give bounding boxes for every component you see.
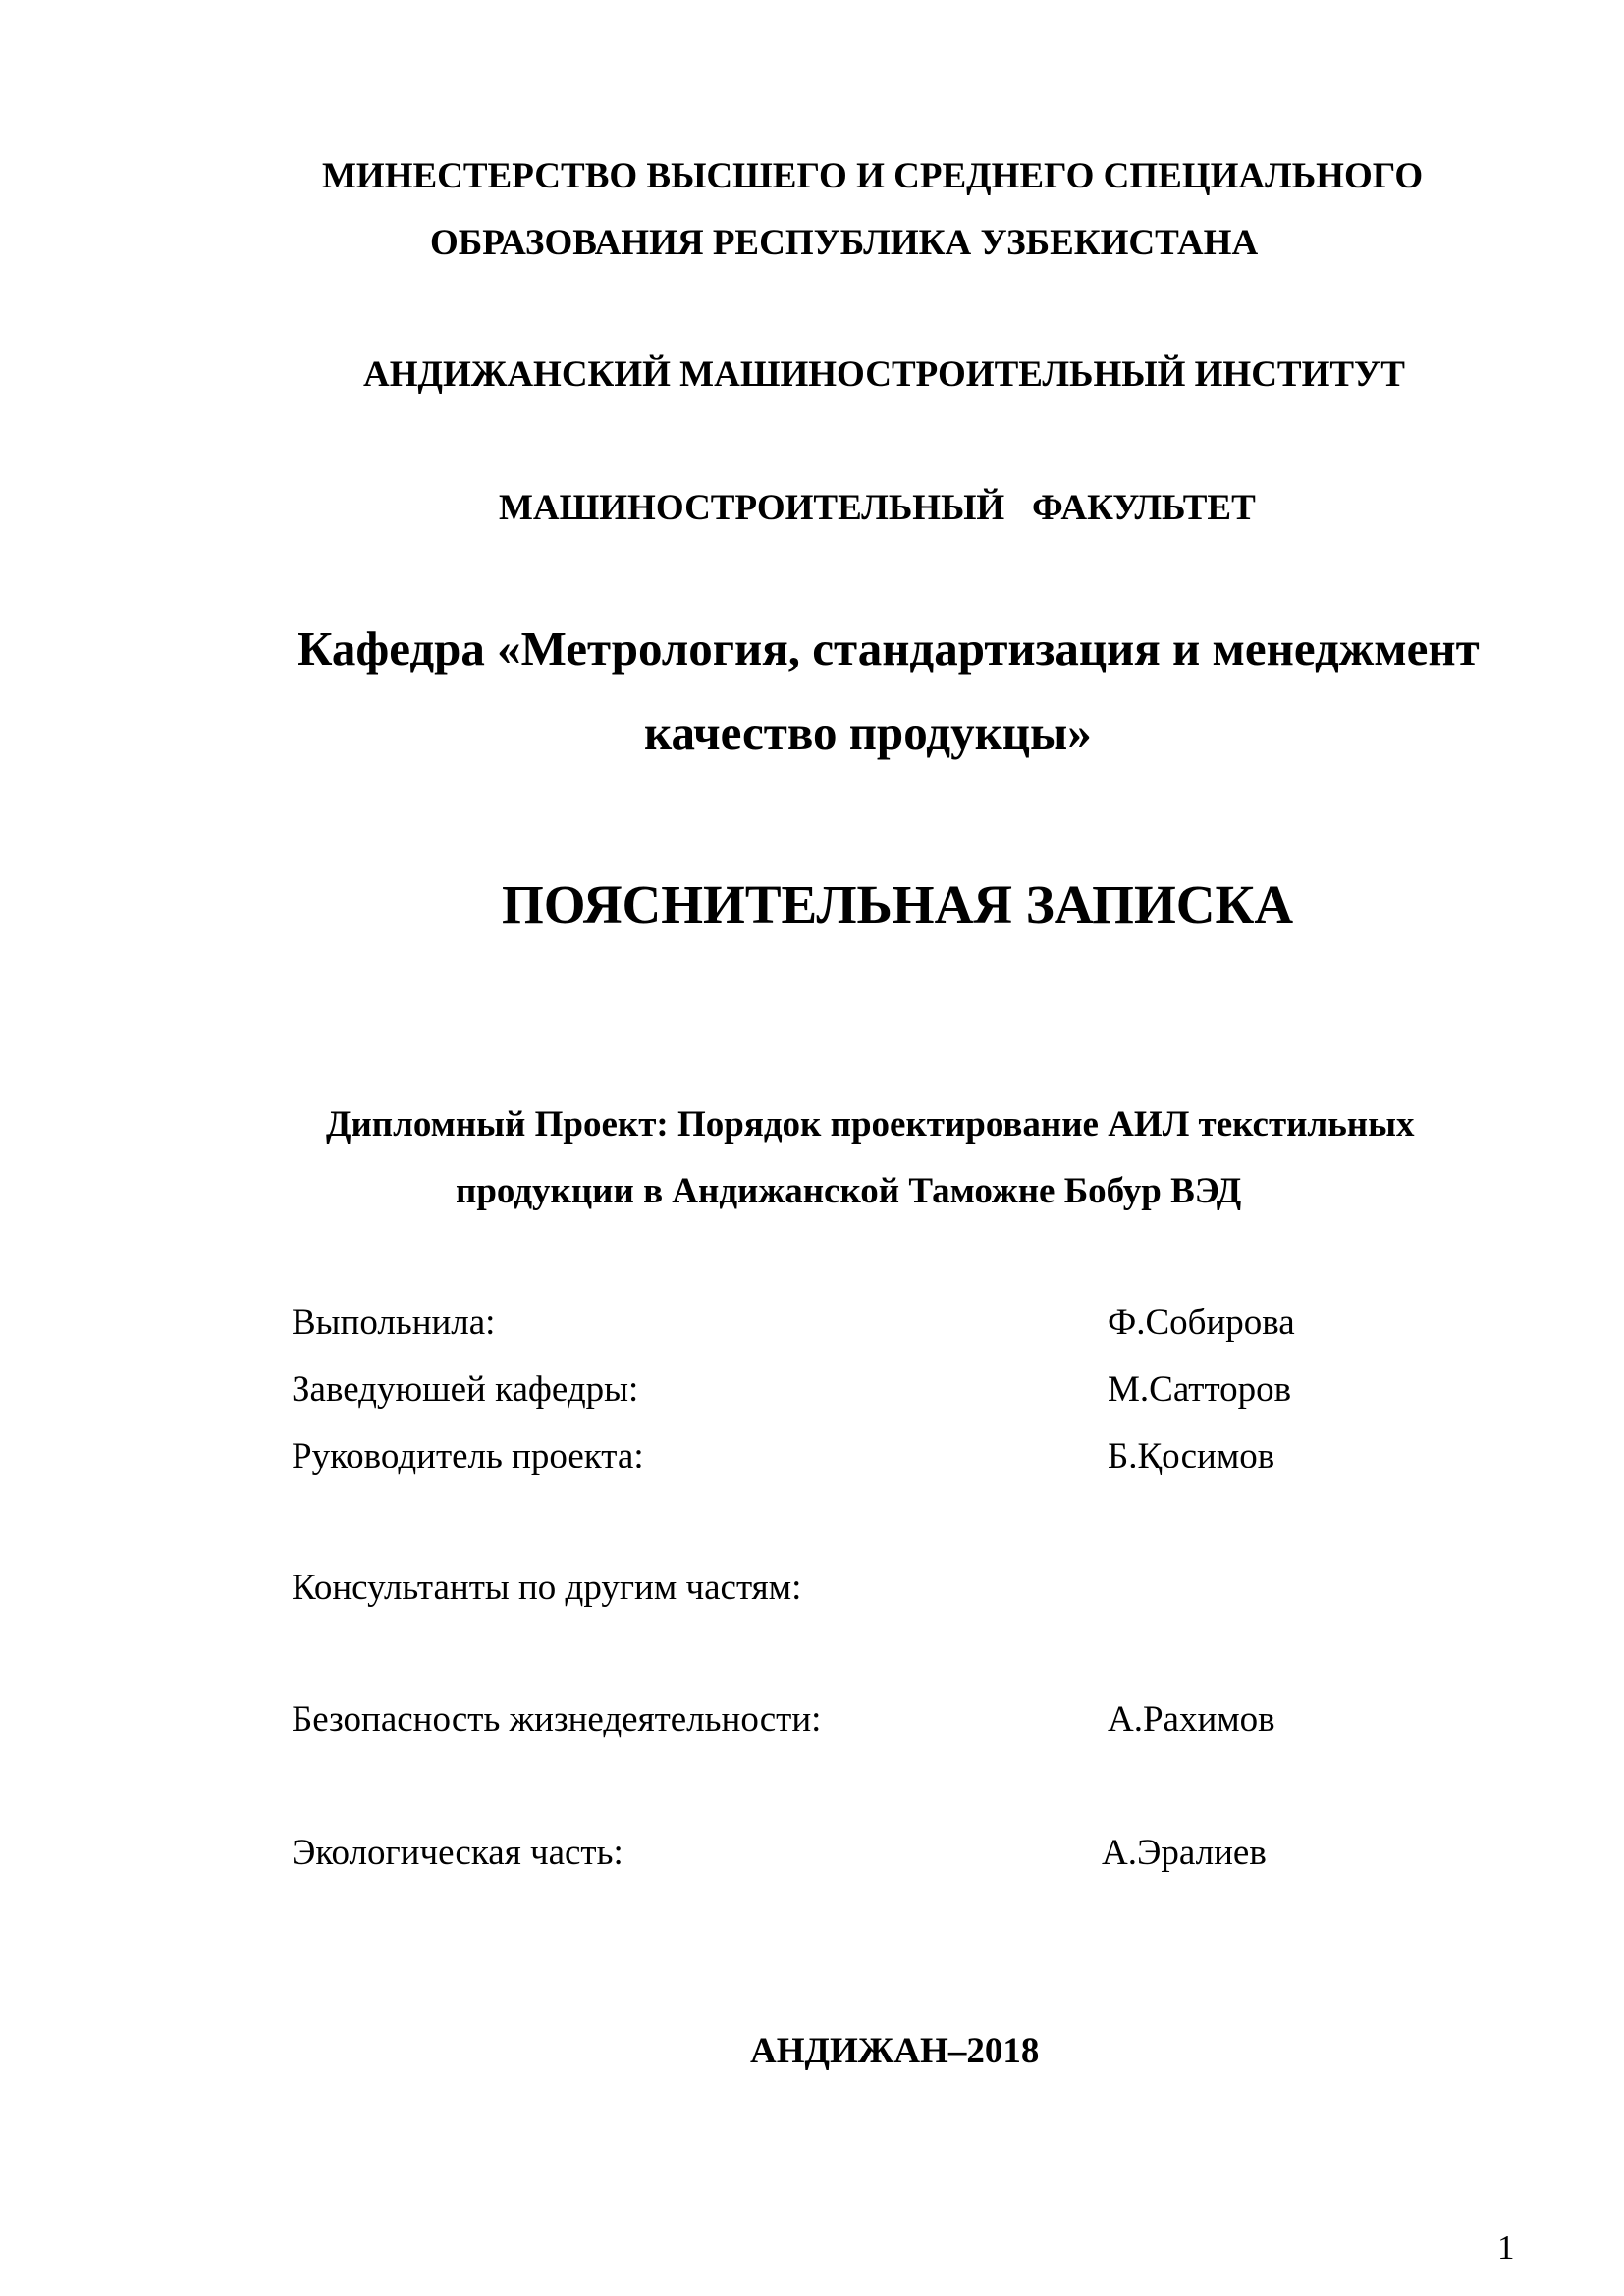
consultant-name: А.Рахимов: [1108, 1699, 1275, 1739]
consultant-role: Безопасность жизнедеятельности:: [292, 1699, 822, 1739]
page-number: 1: [1497, 2228, 1515, 2267]
department-line-2: качество продукцы»: [644, 706, 1092, 760]
signatory-name: Ф.Собирова: [1108, 1303, 1295, 1343]
signatory-name: М.Сатторов: [1108, 1369, 1292, 1410]
document-title: ПОЯСНИТЕЛЬНАЯ ЗАПИСКА: [502, 875, 1294, 934]
signatory-name: Б.Қосимов: [1108, 1436, 1275, 1476]
project-line-1: Дипломный Проект: Порядок проектирование АИЛ текстильных: [326, 1104, 1415, 1145]
institute-name: АНДИЖАНСКИЙ МАШИНОСТРОИТЕЛЬНЫЙ ИНСТИТУТ: [363, 354, 1405, 395]
consultants-heading: Консультанты по другим частям:: [292, 1568, 802, 1608]
faculty-name: МАШИНОСТРОИТЕЛЬНЫЙ ФАКУЛЬТЕТ: [499, 488, 1256, 528]
consultant-name: А.Эралиев: [1102, 1833, 1267, 1873]
ministry-line-2: ОБРАЗОВАНИЯ РЕСПУБЛИКА УЗБЕКИСТАНА: [430, 223, 1259, 263]
signatory-role: Заведуюшей кафедры:: [292, 1369, 639, 1410]
ministry-line-1: МИНЕСТЕРСТВО ВЫСШЕГО И СРЕДНЕГО СПЕЦИАЛЬНОГО: [322, 156, 1424, 196]
signatory-role: Выпольнила:: [292, 1303, 496, 1343]
signatory-role: Руководитель проекта:: [292, 1436, 644, 1476]
consultant-role: Экологическая часть:: [292, 1833, 623, 1873]
project-line-2: продукции в Андижанской Таможне Бобур ВЭД: [456, 1171, 1242, 1211]
city-year: АНДИЖАН–2018: [750, 2031, 1040, 2071]
department-line-1: Кафедра «Метрология, стандартизация и менеджмент: [298, 621, 1480, 675]
